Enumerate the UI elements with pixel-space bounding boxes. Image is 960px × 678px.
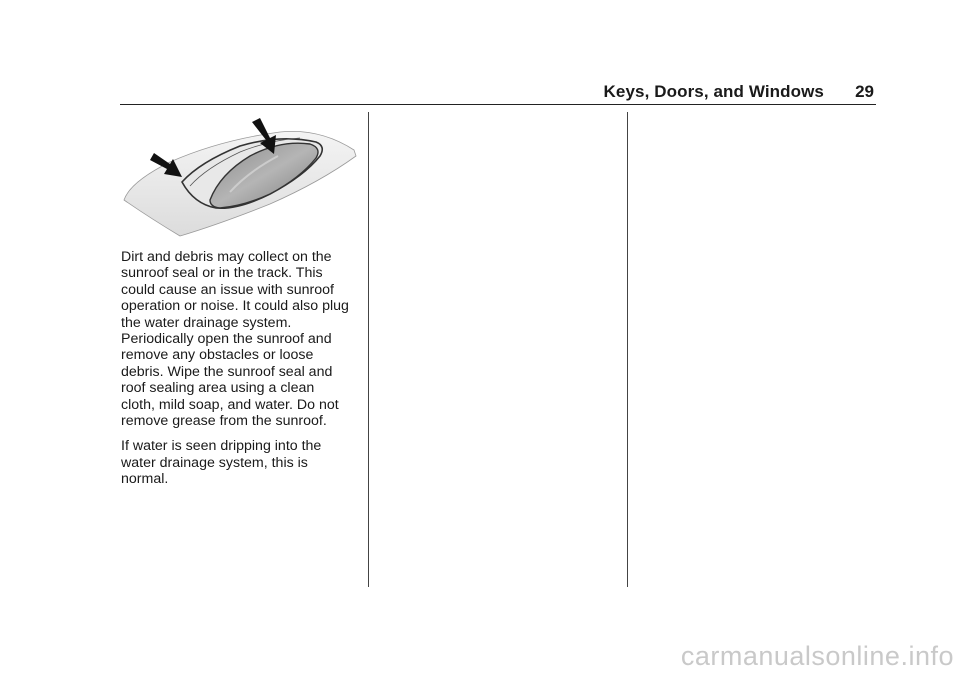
page-number: 29	[855, 82, 874, 101]
text-line: debris. Wipe the sunroof seal and	[121, 363, 333, 380]
text-line: operation or noise. It could also plug	[121, 298, 349, 315]
text-line: Dirt and debris may collect on the	[121, 249, 332, 265]
text-line: roof sealing area using a clean	[121, 380, 315, 397]
paragraph-water	[121, 438, 361, 487]
text-line: the water drainage system.	[121, 314, 292, 331]
text-line: remove any obstacles or loose	[121, 347, 314, 364]
text-line: Periodically open the sunroof and	[121, 331, 332, 348]
text-line: If water is seen dripping into the	[121, 438, 322, 455]
text-line: could cause an issue with sunroof	[121, 281, 334, 298]
sunroof-illustration	[120, 112, 360, 240]
text-line: cloth, mild soap, and water. Do not	[121, 396, 339, 413]
section-title: Keys, Doors, and Windows	[603, 82, 824, 101]
text-line: sunroof seal or in the track. This	[121, 265, 323, 282]
column-divider-right	[627, 112, 628, 587]
page-header	[120, 80, 876, 105]
text-line: normal.	[121, 471, 169, 488]
body-text	[121, 249, 361, 497]
text-line: water drainage system, this is	[121, 454, 308, 471]
paragraph-debris	[121, 249, 361, 429]
text-line: remove grease from the sunroof.	[121, 413, 327, 430]
sunroof-illustration-icon	[120, 112, 360, 240]
column-divider-left	[368, 112, 369, 587]
watermark: carmanualsonline.info	[680, 641, 954, 671]
